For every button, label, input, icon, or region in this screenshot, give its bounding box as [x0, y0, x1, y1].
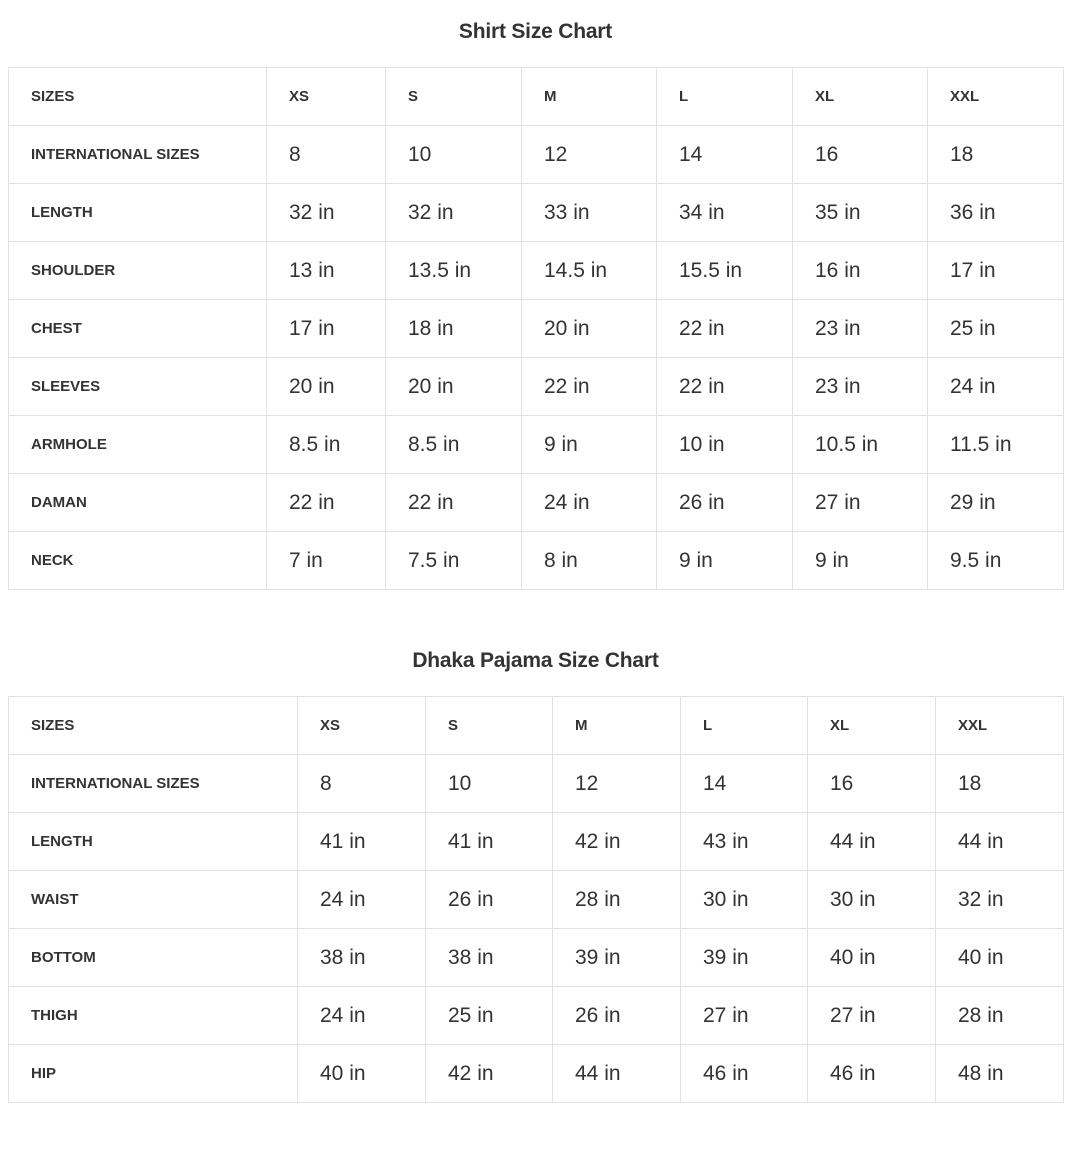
measurement-cell: 15.5 in: [657, 242, 793, 300]
measurement-cell: 39 in: [553, 929, 681, 987]
measurement-cell: 12: [522, 126, 657, 184]
measurement-cell: 7.5 in: [386, 532, 522, 590]
measurement-cell: 32 in: [267, 184, 386, 242]
measurement-cell: 44 in: [808, 813, 936, 871]
measurement-cell: 24 in: [928, 358, 1064, 416]
measurement-cell: 11.5 in: [928, 416, 1064, 474]
table-row: [9, 358, 1064, 416]
measurement-cell: 9 in: [522, 416, 657, 474]
measurement-cell: 33 in: [522, 184, 657, 242]
measurement-cell: 14.5 in: [522, 242, 657, 300]
measurement-cell: 41 in: [426, 813, 553, 871]
row-label: LENGTH: [9, 184, 267, 242]
measurement-cell: 16 in: [793, 242, 928, 300]
measurement-cell: 22 in: [386, 474, 522, 532]
pajama-header-row: [9, 697, 1064, 755]
table-row: [9, 1045, 1064, 1103]
measurement-cell: 20 in: [386, 358, 522, 416]
measurement-cell: 10 in: [657, 416, 793, 474]
measurement-cell: 24 in: [298, 871, 426, 929]
measurement-cell: 26 in: [657, 474, 793, 532]
measurement-cell: 22 in: [657, 358, 793, 416]
measurement-cell: 18: [928, 126, 1064, 184]
measurement-cell: 44 in: [553, 1045, 681, 1103]
measurement-cell: 14: [681, 755, 808, 813]
measurement-cell: 27 in: [681, 987, 808, 1045]
table-row: [9, 532, 1064, 590]
measurement-cell: 29 in: [928, 474, 1064, 532]
size-header-m: M: [553, 697, 681, 755]
measurement-cell: 34 in: [657, 184, 793, 242]
measurement-cell: 12: [553, 755, 681, 813]
measurement-cell: 10: [426, 755, 553, 813]
table-row: [9, 929, 1064, 987]
measurement-cell: 8.5 in: [386, 416, 522, 474]
measurement-cell: 20 in: [522, 300, 657, 358]
measurement-cell: 24 in: [298, 987, 426, 1045]
measurement-cell: 9.5 in: [928, 532, 1064, 590]
measurement-cell: 41 in: [298, 813, 426, 871]
measurement-cell: 25 in: [426, 987, 553, 1045]
shirt-header-row: [9, 68, 1064, 126]
measurement-cell: 8.5 in: [267, 416, 386, 474]
size-header-xl: XL: [793, 68, 928, 126]
row-label: SLEEVES: [9, 358, 267, 416]
size-header-m: M: [522, 68, 657, 126]
row-label: THIGH: [9, 987, 298, 1045]
table-row: [9, 242, 1064, 300]
table-row: [9, 416, 1064, 474]
measurement-cell: 27 in: [793, 474, 928, 532]
measurement-cell: 7 in: [267, 532, 386, 590]
size-header-s: S: [386, 68, 522, 126]
measurement-cell: 30 in: [808, 871, 936, 929]
row-label: INTERNATIONAL SIZES: [9, 126, 267, 184]
shirt-size-table: [8, 67, 1064, 590]
measurement-cell: 16: [808, 755, 936, 813]
measurement-cell: 17 in: [267, 300, 386, 358]
pajama-chart-title: Dhaka Pajama Size Chart: [412, 649, 659, 672]
shirt-chart-title: Shirt Size Chart: [458, 20, 613, 43]
table-row: [9, 871, 1064, 929]
measurement-cell: 14: [657, 126, 793, 184]
measurement-cell: 48 in: [936, 1045, 1064, 1103]
measurement-cell: 30 in: [681, 871, 808, 929]
size-header-s: S: [426, 697, 553, 755]
measurement-cell: 25 in: [928, 300, 1064, 358]
sizes-header: SIZES: [9, 697, 298, 755]
row-label: WAIST: [9, 871, 298, 929]
measurement-cell: 8 in: [522, 532, 657, 590]
size-header-l: L: [681, 697, 808, 755]
measurement-cell: 32 in: [936, 871, 1064, 929]
measurement-cell: 38 in: [298, 929, 426, 987]
measurement-cell: 13.5 in: [386, 242, 522, 300]
table-row: [9, 813, 1064, 871]
measurement-cell: 23 in: [793, 358, 928, 416]
measurement-cell: 22 in: [267, 474, 386, 532]
measurement-cell: 16: [793, 126, 928, 184]
measurement-cell: 35 in: [793, 184, 928, 242]
table-row: [9, 474, 1064, 532]
measurement-cell: 43 in: [681, 813, 808, 871]
row-label: CHEST: [9, 300, 267, 358]
table-row: [9, 755, 1064, 813]
measurement-cell: 26 in: [553, 987, 681, 1045]
measurement-cell: 28 in: [936, 987, 1064, 1045]
table-row: [9, 300, 1064, 358]
measurement-cell: 8: [298, 755, 426, 813]
table-row: [9, 126, 1064, 184]
measurement-cell: 26 in: [426, 871, 553, 929]
row-label: NECK: [9, 532, 267, 590]
row-label: BOTTOM: [9, 929, 298, 987]
size-header-xxl: XXL: [928, 68, 1064, 126]
table-row: [9, 184, 1064, 242]
measurement-cell: 44 in: [936, 813, 1064, 871]
row-label: INTERNATIONAL SIZES: [9, 755, 298, 813]
measurement-cell: 23 in: [793, 300, 928, 358]
measurement-cell: 18: [936, 755, 1064, 813]
table-row: [9, 987, 1064, 1045]
measurement-cell: 46 in: [808, 1045, 936, 1103]
row-label: ARMHOLE: [9, 416, 267, 474]
measurement-cell: 8: [267, 126, 386, 184]
measurement-cell: 32 in: [386, 184, 522, 242]
measurement-cell: 22 in: [657, 300, 793, 358]
measurement-cell: 27 in: [808, 987, 936, 1045]
row-label: HIP: [9, 1045, 298, 1103]
measurement-cell: 39 in: [681, 929, 808, 987]
measurement-cell: 13 in: [267, 242, 386, 300]
measurement-cell: 36 in: [928, 184, 1064, 242]
measurement-cell: 10.5 in: [793, 416, 928, 474]
size-header-xxl: XXL: [936, 697, 1064, 755]
measurement-cell: 46 in: [681, 1045, 808, 1103]
pajama-size-table: [8, 696, 1064, 1103]
row-label: SHOULDER: [9, 242, 267, 300]
measurement-cell: 9 in: [657, 532, 793, 590]
measurement-cell: 28 in: [553, 871, 681, 929]
measurement-cell: 20 in: [267, 358, 386, 416]
size-header-l: L: [657, 68, 793, 126]
measurement-cell: 18 in: [386, 300, 522, 358]
measurement-cell: 40 in: [936, 929, 1064, 987]
measurement-cell: 42 in: [426, 1045, 553, 1103]
measurement-cell: 10: [386, 126, 522, 184]
row-label: DAMAN: [9, 474, 267, 532]
measurement-cell: 17 in: [928, 242, 1064, 300]
sizes-header: SIZES: [9, 68, 267, 126]
size-header-xl: XL: [808, 697, 936, 755]
measurement-cell: 40 in: [298, 1045, 426, 1103]
measurement-cell: 22 in: [522, 358, 657, 416]
size-header-xs: XS: [267, 68, 386, 126]
measurement-cell: 42 in: [553, 813, 681, 871]
measurement-cell: 24 in: [522, 474, 657, 532]
row-label: LENGTH: [9, 813, 298, 871]
measurement-cell: 9 in: [793, 532, 928, 590]
size-header-xs: XS: [298, 697, 426, 755]
measurement-cell: 40 in: [808, 929, 936, 987]
measurement-cell: 38 in: [426, 929, 553, 987]
